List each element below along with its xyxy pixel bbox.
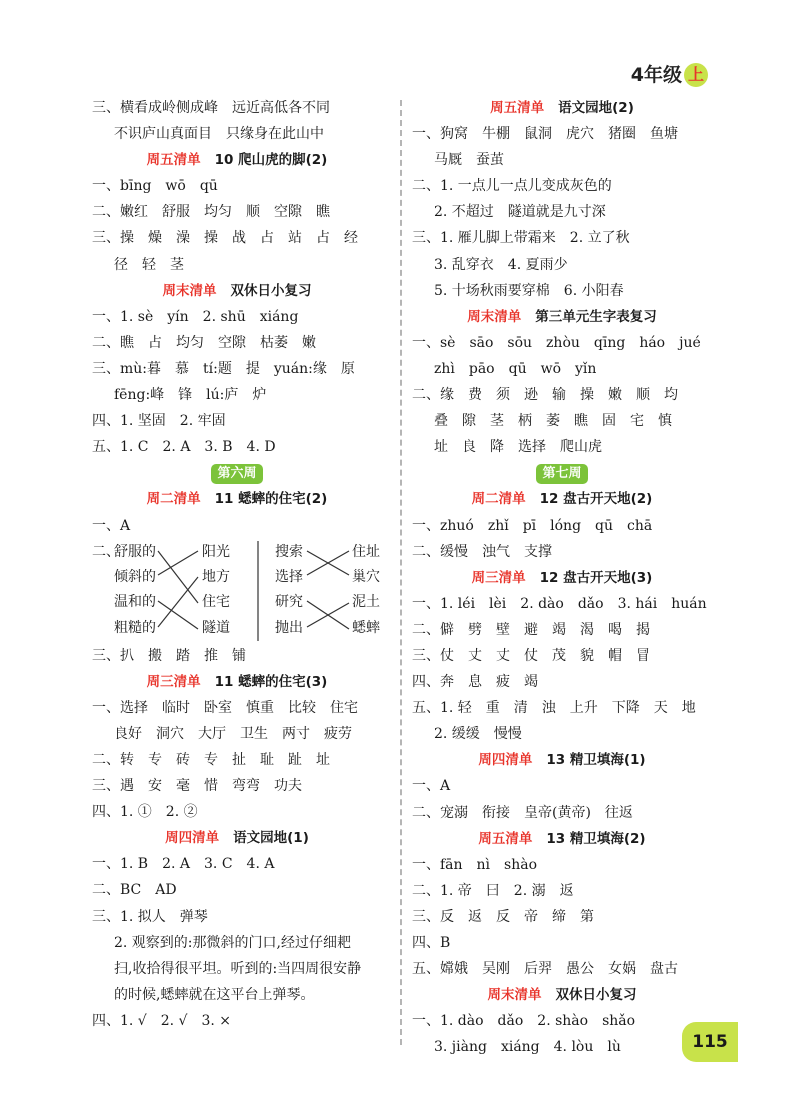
answer-line: 良好 洞穴 大厅 卫生 两寸 疲劳 — [114, 725, 352, 742]
answer-line: 二、僻 劈 壁 避 竭 渴 喝 揭 — [412, 621, 650, 638]
section-title: 双休日小复习 — [555, 987, 637, 1004]
answer-line: 二、1. 帝 曰 2. 溺 返 — [412, 882, 574, 899]
answer-line: 三、仗 丈 丈 仗 茂 貌 帽 冒 — [412, 647, 650, 664]
answer-line: 四、B — [412, 935, 451, 951]
answer-line: 三、1. 拟人 弹琴 — [92, 908, 208, 925]
page-number: 115 — [682, 1022, 738, 1062]
section-tag: 周五清单 — [490, 100, 545, 116]
section-tag: 周三清单 — [471, 569, 526, 586]
section-heading — [92, 825, 382, 851]
answer-line: fēng:峰 锋 lú:庐 炉 — [114, 387, 267, 404]
section-heading — [412, 747, 712, 773]
section-heading — [412, 304, 712, 330]
answer-line: 2. 观察到的:那微斜的门口,经过仔细耙 — [114, 934, 351, 951]
match-left-word: 倾斜的 — [114, 568, 156, 585]
answer-line: 2. 不超过 隧道就是九寸深 — [434, 204, 606, 221]
section-heading — [92, 486, 382, 512]
answer-line: 一、1. sè yín 2. shū xiáng — [92, 308, 299, 325]
week-badge: 第七周 — [536, 464, 587, 484]
answer-line: 二、转 专 砖 专 扯 耻 趾 址 — [92, 751, 330, 768]
match-left-word: 舒服的 — [114, 543, 156, 560]
grade-label — [631, 60, 708, 87]
answer-line: 三、mù:暮 慕 tí:题 提 yuán:缘 原 — [92, 360, 355, 377]
answer-line: 二、BC AD — [92, 882, 177, 899]
section-heading — [412, 95, 712, 121]
answer-line: 一、选择 临时 卧室 慎重 比较 住宅 — [92, 699, 358, 716]
volume-badge: 上 — [684, 63, 708, 87]
section-heading — [92, 669, 382, 695]
answer-line: 不识庐山真面目 只缘身在此山中 — [114, 126, 324, 143]
answer-line: 扫,收拾得很平坦。听到的:当四周很安静 — [114, 960, 362, 977]
section-heading — [92, 147, 382, 173]
section-title: 12 盘古开天地(3) — [539, 569, 653, 586]
answer-line: 一、zhuó zhǐ pī lóng qū chā — [412, 517, 653, 534]
match-left-word: 抛出 — [275, 619, 303, 636]
section-heading — [412, 486, 712, 512]
match-right-word: 隧道 — [202, 619, 230, 636]
answer-line: 一、1. léi lèi 2. dào dǎo 3. hái huán — [412, 595, 707, 612]
answer-line: 一、1. dào dǎo 2. shào shǎo — [412, 1013, 636, 1030]
match-line — [158, 577, 198, 627]
answer-line: 一、fān nì shào — [412, 856, 538, 873]
answer-line: 三、反 返 反 帝 缔 第 — [412, 908, 594, 925]
answer-line: 3. jiàng xiáng 4. lòu lù — [434, 1039, 621, 1056]
match-right-word: 住宅 — [202, 593, 230, 610]
match-prefix: 二、 — [92, 543, 120, 560]
answer-line: 二、1. 一点儿一点儿变成灰色的 — [412, 178, 612, 195]
section-title: 双休日小复习 — [230, 282, 312, 299]
section-tag: 周末清单 — [467, 308, 522, 325]
answer-line: 五、1. 轻 重 清 浊 上升 下降 天 地 — [412, 700, 696, 717]
section-title: 语文园地(2) — [558, 100, 634, 116]
answer-line: 的时候,蟋蟀就在这平台上弹琴。 — [114, 986, 315, 1003]
section-tag: 周三清单 — [146, 673, 201, 690]
answer-line: zhì pāo qū wō yǐn — [434, 360, 597, 377]
answer-line: 马厩 蚕茧 — [434, 152, 504, 169]
section-title: 第三单元生字表复习 — [535, 308, 657, 325]
match-line — [158, 551, 198, 575]
match-left-word: 研究 — [275, 593, 303, 610]
section-tag: 周四清单 — [165, 830, 220, 847]
section-title: 13 精卫填海(2) — [546, 830, 646, 847]
answer-line: 三、操 燥 澡 操 战 占 站 占 经 — [92, 230, 358, 247]
answer-line: 2. 缓缓 慢慢 — [434, 726, 522, 743]
answer-line: 一、A — [92, 517, 131, 534]
match-left-word: 粗糙的 — [114, 619, 156, 636]
section-tag: 周二清单 — [471, 491, 526, 508]
section-title: 10 爬山虎的脚(2) — [214, 152, 328, 169]
match-right-word: 住址 — [352, 543, 380, 560]
answer-line: 二、瞧 占 均匀 空隙 枯萎 嫩 — [92, 334, 316, 351]
answer-line: 四、1. √ 2. √ 3. × — [92, 1012, 231, 1029]
grade-text: 4年级 — [630, 64, 682, 86]
match-right-word: 阳光 — [202, 543, 230, 560]
match-left-word: 选择 — [275, 568, 303, 585]
match-right-word: 蟋蟀 — [352, 619, 380, 636]
section-tag: 周五清单 — [146, 152, 201, 169]
answer-line: 三、1. 雁儿脚上带霜来 2. 立了秋 — [412, 230, 630, 247]
section-title: 11 蟋蟀的住宅(2) — [214, 491, 328, 508]
answer-line: 三、横看成岭侧成峰 远近高低各不同 — [92, 100, 330, 116]
match-line — [307, 603, 349, 627]
answer-line: 一、1. B 2. A 3. C 4. A — [92, 856, 275, 873]
answer-line: 址 良 降 选择 爬山虎 — [434, 439, 602, 456]
word-matching — [92, 539, 382, 643]
section-heading — [412, 565, 712, 591]
match-line — [158, 601, 198, 629]
answer-line: 二、缘 费 须 逊 输 操 嫩 顺 均 — [412, 387, 678, 404]
answer-line: 三、遇 安 毫 惜 弯弯 功夫 — [92, 778, 302, 795]
match-right-word: 巢穴 — [352, 568, 380, 585]
answer-line: 四、1. ① 2. ② — [92, 804, 198, 821]
answer-line: 5. 十场秋雨要穿棉 6. 小阳春 — [434, 282, 624, 299]
section-title: 12 盘古开天地(2) — [539, 491, 653, 508]
answer-line: 二、嫩红 舒服 均匀 顺 空隙 瞧 — [92, 204, 330, 221]
answer-line: 3. 乱穿衣 4. 夏雨少 — [434, 256, 568, 273]
section-tag: 周末清单 — [162, 282, 217, 299]
column-divider — [400, 100, 402, 1045]
answer-line: 一、bīng wō qū — [92, 178, 218, 195]
match-left-word: 搜索 — [275, 543, 303, 560]
answer-line: 五、嫦娥 吴刚 后羿 愚公 女娲 盘古 — [412, 961, 678, 978]
right-column — [412, 95, 712, 1060]
answer-line: 三、扒 搬 踏 推 铺 — [92, 647, 246, 664]
answer-line: 一、sè sāo sōu zhòu qīng háo jué — [412, 334, 701, 351]
answer-line: 一、狗窝 牛棚 鼠洞 虎穴 猪圈 鱼塘 — [412, 126, 678, 143]
match-right-word: 地方 — [202, 568, 230, 585]
left-column — [92, 95, 382, 1034]
section-tag: 周五清单 — [478, 830, 533, 847]
section-title: 11 蟋蟀的住宅(3) — [214, 673, 328, 690]
answer-line: 叠 隙 茎 柄 萎 瞧 固 宅 慎 — [434, 413, 672, 430]
match-left-word: 温和的 — [114, 593, 156, 610]
answer-line: 四、1. 坚固 2. 牢固 — [92, 413, 226, 430]
answer-line: 一、A — [412, 778, 451, 795]
answer-line: 径 轻 茎 — [114, 256, 184, 273]
section-heading — [412, 826, 712, 852]
answer-line: 五、1. C 2. A 3. B 4. D — [92, 439, 276, 456]
section-title: 语文园地(1) — [233, 830, 309, 847]
week-banner — [92, 460, 382, 486]
section-tag: 周末清单 — [487, 987, 542, 1004]
answer-line: 二、宠溺 衔接 皇帝(黄帝) 往返 — [412, 804, 633, 821]
section-tag: 周四清单 — [478, 752, 533, 769]
week-banner — [412, 460, 712, 486]
match-line — [158, 551, 198, 603]
answer-line: 四、奔 息 疲 竭 — [412, 674, 538, 691]
answer-line: 二、缓慢 浊气 支撑 — [412, 543, 552, 560]
match-right-word: 泥土 — [352, 593, 380, 610]
section-heading — [92, 278, 382, 304]
section-title: 13 精卫填海(1) — [546, 752, 646, 769]
section-heading — [412, 982, 712, 1008]
week-badge: 第六周 — [211, 464, 262, 484]
section-tag: 周二清单 — [146, 491, 201, 508]
